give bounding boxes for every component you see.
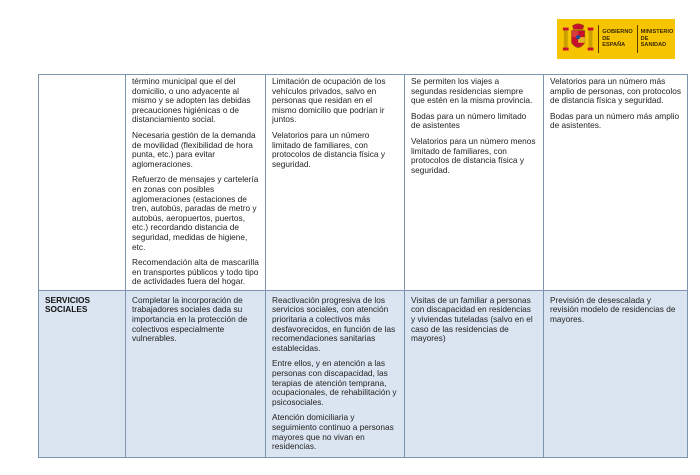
logo-ministerio-text: MINISTERIO DE SANIDAD [640,29,674,49]
cell-paragraph: Visitas de un familiar a personas con discapacidad en residencias y viviendas tuteladas (salvo en el caso de las residencias de mayores) [411,294,533,344]
cell-paragraph: término municipal que el del domicilio, o uno adyacente al mismo y se adopten las debidas precauciones higiénicas o de distanciamiento social. [132,76,251,125]
logo-divider [637,25,638,53]
table-row [39,290,688,457]
cell-paragraph: Bodas para un número limitado de asistentes [411,110,527,131]
phase-1-cell [266,290,405,457]
table-row [39,75,688,291]
phase-0-cell [126,290,266,457]
logo-divider [598,25,599,53]
cell-paragraph: Limitación de ocupación de los vehículos privados, salvo en personas que residan en el mismo domicilio que podrían ir juntos. [272,76,386,125]
row-header-cell [39,75,126,291]
phase-0-cell [126,75,266,291]
cell-paragraph: Velatorios para un número limitado de familiares, con protocolos de distancia física y seguridad. [272,129,385,169]
cell-paragraph: Recomendación alta de mascarilla en transportes públicos y todo tipo de actividades fuera del hogar. [132,257,259,287]
logo-gobierno-text: GOBIERNO DE ESPAÑA [602,29,633,49]
cell-paragraph: Velatorios para un número menos limitado de familiares, con protocolos de distancia física y seguridad. [411,135,536,175]
cell-paragraph: Bodas para un número más amplio de asistentes. [550,110,680,131]
cell-paragraph: Necesaria gestión de la demanda de movilidad (flexibilidad de hora punta, etc.) para evitar aglomeraciones. [132,129,256,169]
cell-paragraph: Se permiten los viajes a segundas residencias siempre que estén en la misma provincia. [411,76,533,106]
cell-paragraph: Previsión de desescalada y revisión modelo de residencias de mayores. [550,294,676,325]
phase-1-cell [266,75,405,291]
coat-of-arms-icon [561,21,595,57]
phase-2-cell [405,75,544,291]
cell-paragraph: Reactivación progresiva de los servicios sociales, con atención prioritaria a colectivos más desfavorecidos, en función de las recomendaciones sanitarias establecidas. [272,294,396,353]
phase-3-cell [544,75,688,291]
cell-paragraph: Entre ellos, y en atención a las personas con discapacidad, las terapias de atención temprana, ocupacionales, de rehabilitación y psicosociales. [272,358,397,407]
cell-paragraph: Velatorios para un número más amplio de personas, con protocolos de distancia física y seguridad. [550,76,681,106]
row-header-cell: SERVICIOS SOCIALES [39,290,126,457]
measures-table [38,74,688,458]
cell-paragraph: Refuerzo de mensajes y cartelería en zonas con posibles aglomeraciones (estaciones de tren, autobús, paradas de metro y autobús, aeropuertos, puertos, etc.) recordando distancia de seguridad, medidas de higiene, etc. [132,174,259,252]
gobierno-logo [557,19,675,59]
cell-paragraph: Completar la incorporación de trabajadores sociales dada su importancia en la protección de colectivos especialmente vulnerables. [132,294,248,344]
phase-2-cell [405,290,544,457]
cell-paragraph: Atención domiciliaria y seguimiento continuo a personas mayores que no vivan en residencias. [272,412,394,452]
phase-3-cell [544,290,688,457]
